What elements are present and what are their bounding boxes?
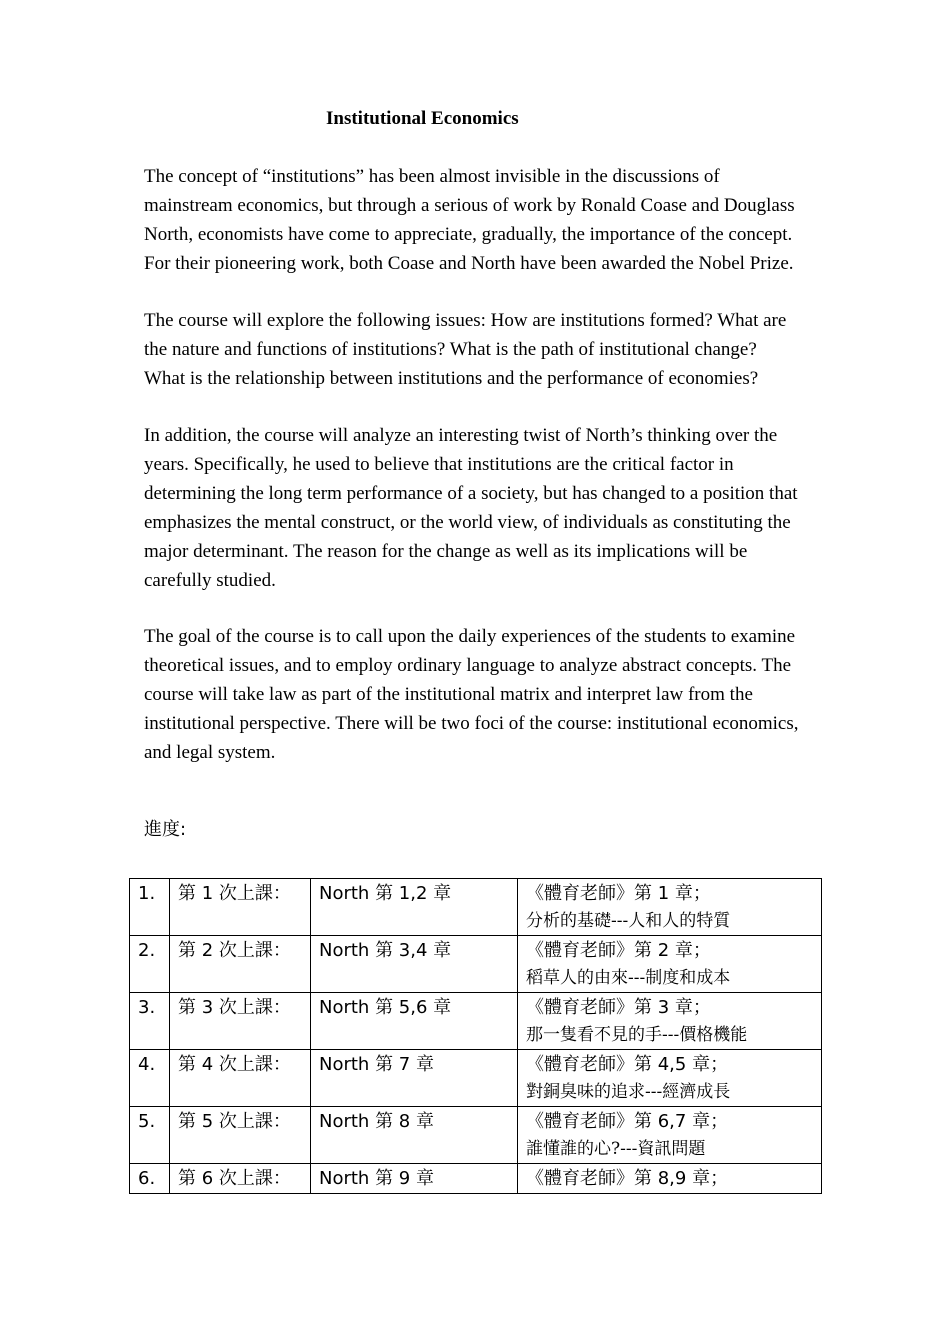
row-number-cell <box>130 879 170 936</box>
table-row <box>130 1164 822 1194</box>
document-title: Institutional Economics <box>326 108 519 129</box>
north-reading-cell <box>311 1164 518 1194</box>
book-topic: 誰懂誰的心?---資訊問題 <box>526 1139 706 1159</box>
session-label: 第 4 次上課： <box>178 1054 291 1075</box>
row-number-cell <box>130 993 170 1050</box>
paragraph-line: What is the relationship between institutions and the performance of economies? <box>144 368 759 389</box>
north-reading-cell <box>311 1050 518 1107</box>
paragraph-line: major determinant. The reason for the change as well as its implications will be <box>144 541 748 562</box>
book-topic: 對銅臭味的追求---經濟成長 <box>526 1082 731 1102</box>
paragraph-goal <box>144 622 824 767</box>
paragraph-line: and legal system. <box>144 742 276 763</box>
row-number-cell <box>130 1164 170 1194</box>
session-cell <box>170 936 311 993</box>
row-number: 3. <box>138 997 156 1018</box>
book-reading-cell <box>518 1164 822 1194</box>
row-number-cell <box>130 1107 170 1164</box>
paragraph-line: years. Specifically, he used to believe that institutions are the critical factor in <box>144 454 734 475</box>
session-cell <box>170 879 311 936</box>
paragraph-line: theoretical issues, and to employ ordinary language to analyze abstract concepts. The <box>144 655 792 676</box>
north-reading: North 第 3,4 章 <box>319 940 452 961</box>
book-reading-cell <box>518 1050 822 1107</box>
paragraph-intro <box>144 162 824 278</box>
table-row <box>130 1050 822 1107</box>
session-label: 第 1 次上課： <box>178 883 291 904</box>
north-reading-cell <box>311 879 518 936</box>
session-label: 第 5 次上課： <box>178 1111 291 1132</box>
north-reading-cell <box>311 936 518 993</box>
session-cell <box>170 1164 311 1194</box>
paragraph-line: The goal of the course is to call upon the daily experiences of the students to examine <box>144 626 796 647</box>
row-number: 2. <box>138 940 156 961</box>
row-number: 5. <box>138 1111 156 1132</box>
paragraph-line: course will take law as part of the institutional matrix and interpret law from the <box>144 684 753 705</box>
paragraph-line: emphasizes the mental construct, or the world view, of individuals as constituting the <box>144 512 791 533</box>
book-chapter: 《體育老師》第 1 章； <box>526 883 711 904</box>
session-cell <box>170 993 311 1050</box>
table-row <box>130 993 822 1050</box>
north-reading: North 第 8 章 <box>319 1111 434 1132</box>
book-topic: 那一隻看不見的手---價格機能 <box>526 1025 748 1045</box>
paragraph-line: mainstream economics, but through a serious of work by Ronald Coase and Douglass <box>144 195 795 216</box>
table-row <box>130 879 822 936</box>
book-topic: 分析的基礎---人和人的特質 <box>526 911 731 931</box>
paragraph-line: the nature and functions of institutions? What is the path of institutional change? <box>144 339 757 360</box>
paragraph-line: The course will explore the following issues: How are institutions formed? What are <box>144 310 787 331</box>
schedule-table <box>129 878 822 1194</box>
session-cell <box>170 1107 311 1164</box>
book-chapter: 《體育老師》第 3 章； <box>526 997 711 1018</box>
paragraph-north-twist <box>144 421 824 595</box>
book-reading-cell <box>518 879 822 936</box>
session-cell <box>170 1050 311 1107</box>
paragraph-line: carefully studied. <box>144 570 276 591</box>
session-label: 第 2 次上課： <box>178 940 291 961</box>
paragraph-line: determining the long term performance of a society, but has changed to a position that <box>144 483 798 504</box>
north-reading-cell <box>311 993 518 1050</box>
paragraph-line: In addition, the course will analyze an interesting twist of North’s thinking over the <box>144 425 778 446</box>
north-reading: North 第 5,6 章 <box>319 997 452 1018</box>
schedule-heading: 進度: <box>144 819 187 840</box>
paragraph-line: The concept of “institutions” has been almost invisible in the discussions of <box>144 166 720 187</box>
book-reading-cell <box>518 936 822 993</box>
session-label: 第 6 次上課： <box>178 1168 291 1189</box>
paragraph-issues <box>144 306 824 393</box>
book-reading-cell <box>518 1107 822 1164</box>
row-number: 4. <box>138 1054 156 1075</box>
book-chapter: 《體育老師》第 4,5 章； <box>526 1054 729 1075</box>
north-reading: North 第 9 章 <box>319 1168 434 1189</box>
table-row <box>130 936 822 993</box>
paragraph-line: institutional perspective. There will be two foci of the course: institutional economics, <box>144 713 799 734</box>
paragraph-line: For their pioneering work, both Coase and North have been awarded the Nobel Prize. <box>144 253 794 274</box>
table-row <box>130 1107 822 1164</box>
session-label: 第 3 次上課： <box>178 997 291 1018</box>
book-chapter: 《體育老師》第 2 章； <box>526 940 711 961</box>
north-reading: North 第 7 章 <box>319 1054 434 1075</box>
row-number-cell <box>130 936 170 993</box>
row-number: 1. <box>138 883 156 904</box>
row-number-cell <box>130 1050 170 1107</box>
north-reading: North 第 1,2 章 <box>319 883 452 904</box>
book-reading-cell <box>518 993 822 1050</box>
book-chapter: 《體育老師》第 8,9 章； <box>526 1168 729 1189</box>
row-number: 6. <box>138 1168 156 1189</box>
north-reading-cell <box>311 1107 518 1164</box>
book-chapter: 《體育老師》第 6,7 章； <box>526 1111 729 1132</box>
book-topic: 稻草人的由來---制度和成本 <box>526 968 731 988</box>
paragraph-line: North, economists have come to appreciate, gradually, the importance of the concept. <box>144 224 793 245</box>
